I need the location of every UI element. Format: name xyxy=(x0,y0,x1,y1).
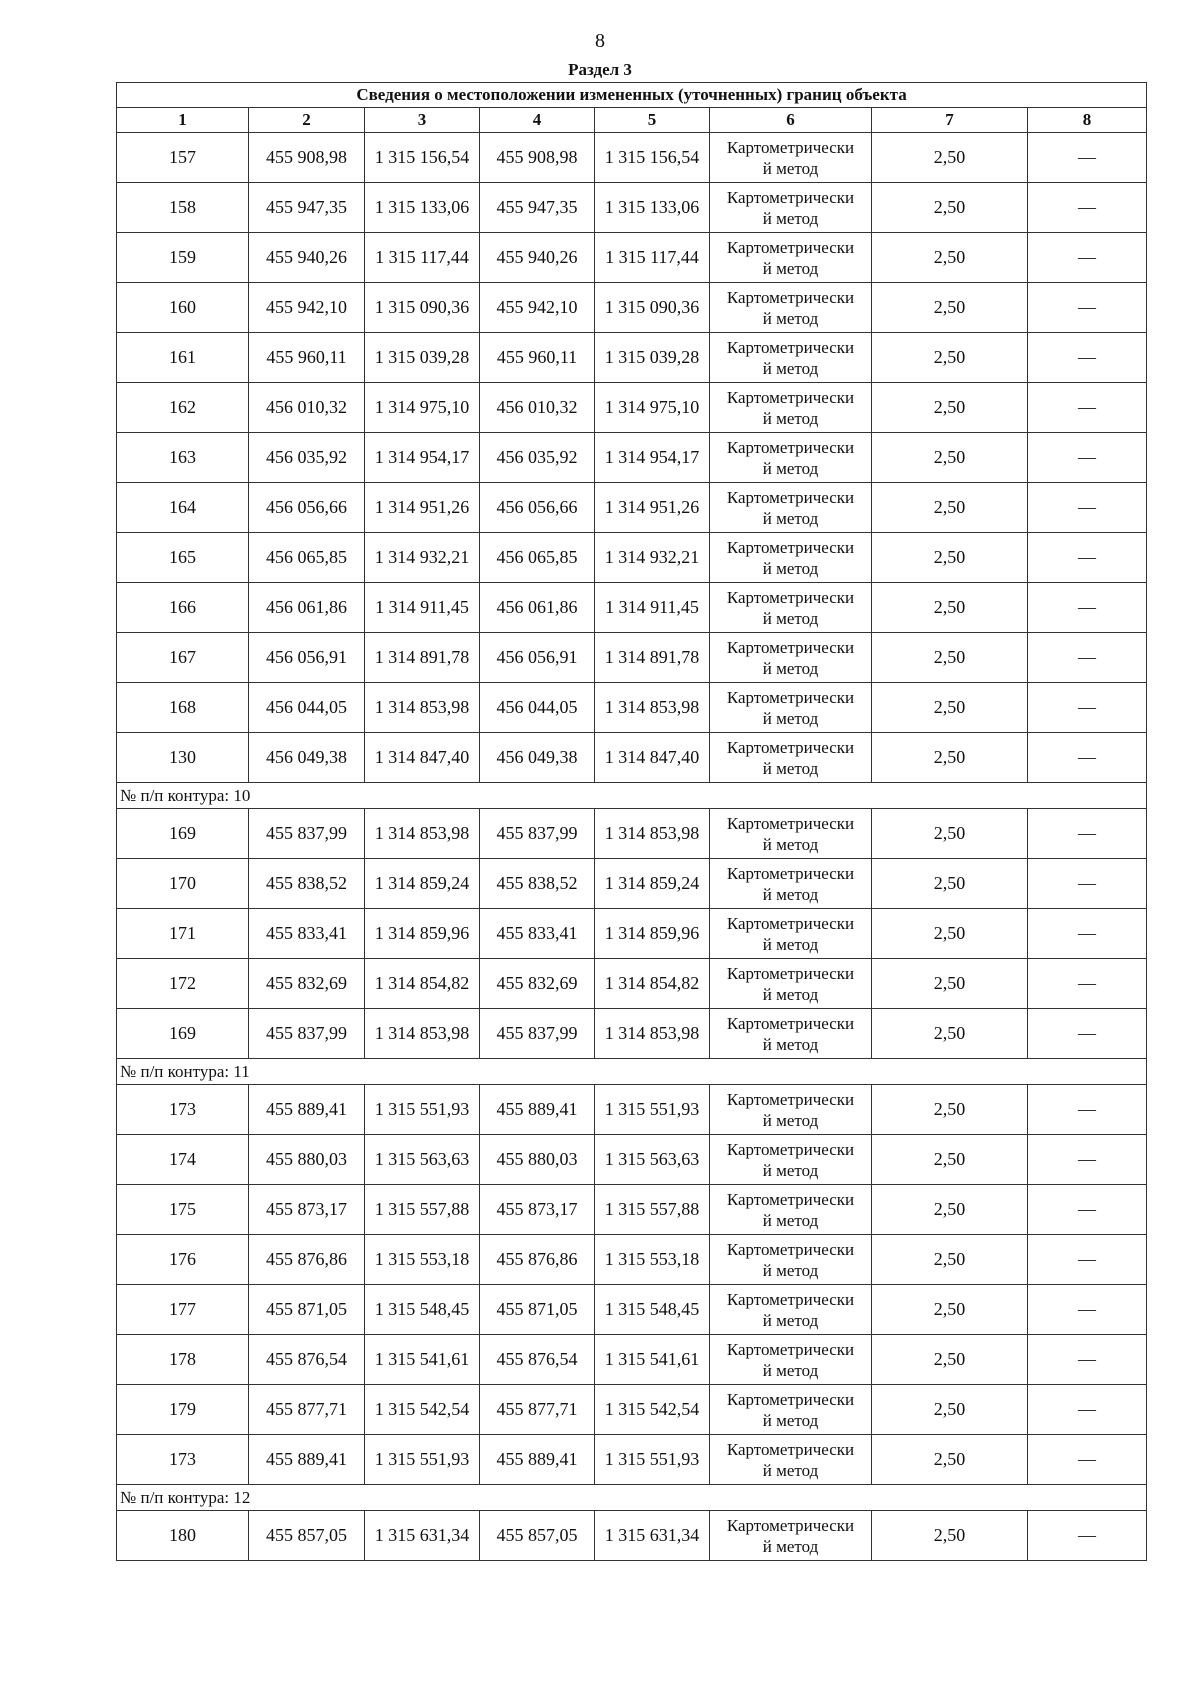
table-cell-col-8: — xyxy=(1028,909,1147,959)
table-cell-col-4: 456 056,91 xyxy=(480,633,595,683)
table-cell-col-4: 456 065,85 xyxy=(480,533,595,583)
table-cell-col-7: 2,50 xyxy=(872,1285,1028,1335)
table-cell-col-3: 1 315 631,34 xyxy=(365,1511,480,1561)
table-cell-col-3: 1 314 954,17 xyxy=(365,433,480,483)
table-cell-col-8: — xyxy=(1028,383,1147,433)
table-cell-col-3: 1 314 911,45 xyxy=(365,583,480,633)
table-cell-col-8: — xyxy=(1028,133,1147,183)
column-number-5: 5 xyxy=(595,108,710,133)
table-cell-col-6: Картометрически й метод xyxy=(710,633,872,683)
contour-label: № п/п контура: 11 xyxy=(117,1059,1147,1085)
table-cell-col-1: 163 xyxy=(117,433,249,483)
table-cell-col-7: 2,50 xyxy=(872,383,1028,433)
table-cell-col-5: 1 315 551,93 xyxy=(595,1085,710,1135)
table-cell-col-8: — xyxy=(1028,1009,1147,1059)
table-row xyxy=(117,433,1147,483)
table-cell-col-1: 172 xyxy=(117,959,249,1009)
table-cell-col-4: 455 908,98 xyxy=(480,133,595,183)
table-cell-col-1: 157 xyxy=(117,133,249,183)
table-cell-col-3: 1 314 853,98 xyxy=(365,809,480,859)
table-cell-col-2: 455 908,98 xyxy=(249,133,365,183)
table-cell-col-8: — xyxy=(1028,233,1147,283)
column-number-row xyxy=(117,108,1147,133)
table-cell-col-1: 180 xyxy=(117,1511,249,1561)
table-cell-col-1: 166 xyxy=(117,583,249,633)
column-number-3: 3 xyxy=(365,108,480,133)
table-cell-col-3: 1 315 039,28 xyxy=(365,333,480,383)
table-cell-col-7: 2,50 xyxy=(872,1385,1028,1435)
table-row xyxy=(117,909,1147,959)
table-cell-col-3: 1 314 932,21 xyxy=(365,533,480,583)
table-cell-col-4: 455 877,71 xyxy=(480,1385,595,1435)
table-cell-col-3: 1 315 541,61 xyxy=(365,1335,480,1385)
table-cell-col-5: 1 314 951,26 xyxy=(595,483,710,533)
table-cell-col-7: 2,50 xyxy=(872,733,1028,783)
table-cell-col-5: 1 315 090,36 xyxy=(595,283,710,333)
table-cell-col-2: 455 876,86 xyxy=(249,1235,365,1285)
table-cell-col-6: Картометрически й метод xyxy=(710,1385,872,1435)
table-cell-col-5: 1 315 557,88 xyxy=(595,1185,710,1235)
table-cell-col-7: 2,50 xyxy=(872,859,1028,909)
table-row xyxy=(117,183,1147,233)
table-cell-col-4: 455 876,54 xyxy=(480,1335,595,1385)
table-cell-col-5: 1 314 854,82 xyxy=(595,959,710,1009)
table-cell-col-8: — xyxy=(1028,483,1147,533)
table-row xyxy=(117,1135,1147,1185)
table-cell-col-6: Картометрически й метод xyxy=(710,959,872,1009)
table-cell-col-8: — xyxy=(1028,333,1147,383)
table-cell-col-7: 2,50 xyxy=(872,1435,1028,1485)
column-number-6: 6 xyxy=(710,108,872,133)
table-cell-col-7: 2,50 xyxy=(872,1235,1028,1285)
table-row xyxy=(117,533,1147,583)
table-cell-col-3: 1 315 551,93 xyxy=(365,1085,480,1135)
table-cell-col-8: — xyxy=(1028,583,1147,633)
table-cell-col-8: — xyxy=(1028,1235,1147,1285)
table-cell-col-4: 455 960,11 xyxy=(480,333,595,383)
table-cell-col-4: 456 061,86 xyxy=(480,583,595,633)
table-cell-col-6: Картометрически й метод xyxy=(710,1135,872,1185)
table-cell-col-1: 167 xyxy=(117,633,249,683)
table-cell-col-5: 1 314 853,98 xyxy=(595,683,710,733)
table-cell-col-6: Картометрически й метод xyxy=(710,909,872,959)
table-cell-col-7: 2,50 xyxy=(872,1135,1028,1185)
table-cell-col-6: Картометрически й метод xyxy=(710,333,872,383)
table-cell-col-7: 2,50 xyxy=(872,1009,1028,1059)
table-cell-col-7: 2,50 xyxy=(872,1085,1028,1135)
table-cell-col-3: 1 314 847,40 xyxy=(365,733,480,783)
table-cell-col-2: 456 065,85 xyxy=(249,533,365,583)
table-cell-col-5: 1 314 853,98 xyxy=(595,809,710,859)
table-row xyxy=(117,1335,1147,1385)
table-cell-col-4: 456 010,32 xyxy=(480,383,595,433)
contour-label: № п/п контура: 10 xyxy=(117,783,1147,809)
table-cell-col-5: 1 315 551,93 xyxy=(595,1435,710,1485)
table-cell-col-7: 2,50 xyxy=(872,909,1028,959)
table-cell-col-4: 455 947,35 xyxy=(480,183,595,233)
table-cell-col-1: 161 xyxy=(117,333,249,383)
table-cell-col-7: 2,50 xyxy=(872,333,1028,383)
table-cell-col-5: 1 315 548,45 xyxy=(595,1285,710,1335)
table-cell-col-6: Картометрически й метод xyxy=(710,383,872,433)
table-cell-col-2: 456 035,92 xyxy=(249,433,365,483)
table-cell-col-2: 455 880,03 xyxy=(249,1135,365,1185)
contour-row xyxy=(117,783,1147,809)
table-cell-col-3: 1 314 859,24 xyxy=(365,859,480,909)
table-cell-col-2: 455 947,35 xyxy=(249,183,365,233)
table-cell-col-4: 456 049,38 xyxy=(480,733,595,783)
table-cell-col-1: 169 xyxy=(117,809,249,859)
table-cell-col-6: Картометрически й метод xyxy=(710,583,872,633)
table-cell-col-2: 455 837,99 xyxy=(249,809,365,859)
table-cell-col-5: 1 315 133,06 xyxy=(595,183,710,233)
table-cell-col-5: 1 314 853,98 xyxy=(595,1009,710,1059)
table-cell-col-5: 1 314 847,40 xyxy=(595,733,710,783)
table-cell-col-8: — xyxy=(1028,1511,1147,1561)
table-cell-col-6: Картометрически й метод xyxy=(710,133,872,183)
table-cell-col-5: 1 314 859,96 xyxy=(595,909,710,959)
table-cell-col-7: 2,50 xyxy=(872,583,1028,633)
table-cell-col-5: 1 314 891,78 xyxy=(595,633,710,683)
table-cell-col-1: 164 xyxy=(117,483,249,533)
table-cell-col-5: 1 315 156,54 xyxy=(595,133,710,183)
table-cell-col-2: 455 940,26 xyxy=(249,233,365,283)
table-cell-col-2: 456 010,32 xyxy=(249,383,365,433)
table-cell-col-3: 1 314 951,26 xyxy=(365,483,480,533)
table-cell-col-3: 1 315 133,06 xyxy=(365,183,480,233)
table-cell-col-1: 159 xyxy=(117,233,249,283)
table-cell-col-2: 455 838,52 xyxy=(249,859,365,909)
table-cell-col-1: 173 xyxy=(117,1085,249,1135)
table-cell-col-6: Картометрически й метод xyxy=(710,233,872,283)
table-cell-col-6: Картометрически й метод xyxy=(710,1085,872,1135)
table-cell-col-1: 177 xyxy=(117,1285,249,1335)
table-cell-col-1: 178 xyxy=(117,1335,249,1385)
table-row xyxy=(117,809,1147,859)
column-number-2: 2 xyxy=(249,108,365,133)
table-cell-col-7: 2,50 xyxy=(872,433,1028,483)
table-cell-col-4: 455 837,99 xyxy=(480,809,595,859)
table-row xyxy=(117,1385,1147,1435)
table-cell-col-5: 1 315 563,63 xyxy=(595,1135,710,1185)
table-row xyxy=(117,1511,1147,1561)
table-row xyxy=(117,383,1147,433)
table-cell-col-3: 1 314 853,98 xyxy=(365,1009,480,1059)
table-cell-col-2: 456 044,05 xyxy=(249,683,365,733)
table-cell-col-5: 1 315 553,18 xyxy=(595,1235,710,1285)
table-cell-col-7: 2,50 xyxy=(872,283,1028,333)
table-cell-col-8: — xyxy=(1028,1185,1147,1235)
table-cell-col-3: 1 315 156,54 xyxy=(365,133,480,183)
table-row xyxy=(117,733,1147,783)
table-cell-col-7: 2,50 xyxy=(872,533,1028,583)
table-cell-col-6: Картометрически й метод xyxy=(710,1009,872,1059)
table-cell-col-8: — xyxy=(1028,1385,1147,1435)
table-row xyxy=(117,233,1147,283)
table-cell-col-2: 455 832,69 xyxy=(249,959,365,1009)
table-cell-col-1: 168 xyxy=(117,683,249,733)
table-row xyxy=(117,1085,1147,1135)
table-cell-col-8: — xyxy=(1028,1285,1147,1335)
table-cell-col-2: 455 871,05 xyxy=(249,1285,365,1335)
section-title: Раздел 3 xyxy=(568,60,632,79)
table-cell-col-6: Картометрически й метод xyxy=(710,859,872,909)
table-row xyxy=(117,483,1147,533)
column-number-8: 8 xyxy=(1028,108,1147,133)
table-row xyxy=(117,333,1147,383)
contour-row xyxy=(117,1485,1147,1511)
table-cell-col-2: 455 833,41 xyxy=(249,909,365,959)
table-cell-col-3: 1 314 853,98 xyxy=(365,683,480,733)
table-row xyxy=(117,1285,1147,1335)
table-row xyxy=(117,1185,1147,1235)
table-cell-col-4: 455 876,86 xyxy=(480,1235,595,1285)
table-cell-col-6: Картометрически й метод xyxy=(710,733,872,783)
table-cell-col-8: — xyxy=(1028,283,1147,333)
column-number-4: 4 xyxy=(480,108,595,133)
table-cell-col-7: 2,50 xyxy=(872,183,1028,233)
table-cell-col-6: Картометрически й метод xyxy=(710,1335,872,1385)
table-cell-col-2: 456 056,91 xyxy=(249,633,365,683)
table-cell-col-6: Картометрически й метод xyxy=(710,1235,872,1285)
table-cell-col-3: 1 314 975,10 xyxy=(365,383,480,433)
table-cell-col-8: — xyxy=(1028,1135,1147,1185)
column-number-1: 1 xyxy=(117,108,249,133)
table-cell-col-5: 1 314 859,24 xyxy=(595,859,710,909)
table-cell-col-3: 1 315 557,88 xyxy=(365,1185,480,1235)
table-cell-col-4: 455 857,05 xyxy=(480,1511,595,1561)
table-row xyxy=(117,1009,1147,1059)
table-cell-col-6: Картометрически й метод xyxy=(710,483,872,533)
table-cell-col-4: 456 035,92 xyxy=(480,433,595,483)
page-number: 8 xyxy=(595,30,605,52)
table-cell-col-7: 2,50 xyxy=(872,683,1028,733)
table-cell-col-5: 1 314 911,45 xyxy=(595,583,710,633)
table-cell-col-3: 1 314 854,82 xyxy=(365,959,480,1009)
table-cell-col-1: 174 xyxy=(117,1135,249,1185)
table-cell-col-6: Картометрически й метод xyxy=(710,283,872,333)
table-cell-col-8: — xyxy=(1028,859,1147,909)
table-cell-col-1: 158 xyxy=(117,183,249,233)
table-cell-col-5: 1 315 541,61 xyxy=(595,1335,710,1385)
table-row xyxy=(117,859,1147,909)
table-body xyxy=(117,133,1147,1561)
table-cell-col-6: Картометрически й метод xyxy=(710,183,872,233)
table-cell-col-1: 169 xyxy=(117,1009,249,1059)
table-cell-col-4: 455 871,05 xyxy=(480,1285,595,1335)
table-cell-col-1: 179 xyxy=(117,1385,249,1435)
table-cell-col-7: 2,50 xyxy=(872,483,1028,533)
table-cell-col-3: 1 315 551,93 xyxy=(365,1435,480,1485)
table-cell-col-3: 1 315 090,36 xyxy=(365,283,480,333)
table-cell-col-2: 455 889,41 xyxy=(249,1435,365,1485)
table-cell-col-5: 1 314 975,10 xyxy=(595,383,710,433)
table-cell-col-4: 455 942,10 xyxy=(480,283,595,333)
table-cell-col-7: 2,50 xyxy=(872,959,1028,1009)
table-cell-col-7: 2,50 xyxy=(872,809,1028,859)
table-cell-col-3: 1 315 117,44 xyxy=(365,233,480,283)
table-row xyxy=(117,959,1147,1009)
table-cell-col-1: 170 xyxy=(117,859,249,909)
table-cell-col-1: 130 xyxy=(117,733,249,783)
table-cell-col-7: 2,50 xyxy=(872,1511,1028,1561)
table-cell-col-8: — xyxy=(1028,809,1147,859)
table-cell-col-4: 456 044,05 xyxy=(480,683,595,733)
table-cell-col-6: Картометрически й метод xyxy=(710,533,872,583)
table-cell-col-1: 160 xyxy=(117,283,249,333)
contour-row xyxy=(117,1059,1147,1085)
table-cell-col-1: 171 xyxy=(117,909,249,959)
table-cell-col-3: 1 314 859,96 xyxy=(365,909,480,959)
column-number-7: 7 xyxy=(872,108,1028,133)
table-cell-col-6: Картометрически й метод xyxy=(710,809,872,859)
table-cell-col-3: 1 315 553,18 xyxy=(365,1235,480,1285)
table-cell-col-8: — xyxy=(1028,1435,1147,1485)
table-cell-col-4: 455 837,99 xyxy=(480,1009,595,1059)
table-cell-col-2: 456 061,86 xyxy=(249,583,365,633)
table-cell-col-4: 455 833,41 xyxy=(480,909,595,959)
table-cell-col-8: — xyxy=(1028,683,1147,733)
table-cell-col-2: 455 857,05 xyxy=(249,1511,365,1561)
table-cell-col-2: 455 873,17 xyxy=(249,1185,365,1235)
table-row xyxy=(117,1435,1147,1485)
table-cell-col-3: 1 314 891,78 xyxy=(365,633,480,683)
table-cell-col-3: 1 315 563,63 xyxy=(365,1135,480,1185)
table-cell-col-2: 456 049,38 xyxy=(249,733,365,783)
table-cell-col-7: 2,50 xyxy=(872,1185,1028,1235)
table-cell-col-2: 455 960,11 xyxy=(249,333,365,383)
table-row xyxy=(117,1235,1147,1285)
table-cell-col-1: 173 xyxy=(117,1435,249,1485)
table-cell-col-1: 162 xyxy=(117,383,249,433)
table-cell-col-5: 1 314 954,17 xyxy=(595,433,710,483)
table-cell-col-5: 1 315 117,44 xyxy=(595,233,710,283)
table-cell-col-5: 1 315 542,54 xyxy=(595,1385,710,1435)
table-cell-col-3: 1 315 542,54 xyxy=(365,1385,480,1435)
table-cell-col-5: 1 315 631,34 xyxy=(595,1511,710,1561)
table-cell-col-4: 455 873,17 xyxy=(480,1185,595,1235)
table-cell-col-5: 1 314 932,21 xyxy=(595,533,710,583)
table-cell-col-2: 455 837,99 xyxy=(249,1009,365,1059)
table-cell-col-6: Картометрически й метод xyxy=(710,1511,872,1561)
table-row xyxy=(117,633,1147,683)
table-cell-col-8: — xyxy=(1028,1335,1147,1385)
table-cell-col-8: — xyxy=(1028,1085,1147,1135)
table-cell-col-2: 456 056,66 xyxy=(249,483,365,533)
table-cell-col-1: 165 xyxy=(117,533,249,583)
table-cell-col-6: Картометрически й метод xyxy=(710,1285,872,1335)
table-cell-col-7: 2,50 xyxy=(872,1335,1028,1385)
table-cell-col-4: 455 832,69 xyxy=(480,959,595,1009)
table-cell-col-8: — xyxy=(1028,183,1147,233)
table-cell-col-4: 455 880,03 xyxy=(480,1135,595,1185)
table-cell-col-7: 2,50 xyxy=(872,133,1028,183)
table-cell-col-6: Картометрически й метод xyxy=(710,433,872,483)
table-cell-col-2: 455 942,10 xyxy=(249,283,365,333)
table-cell-col-6: Картометрически й метод xyxy=(710,683,872,733)
table-cell-col-8: — xyxy=(1028,633,1147,683)
table-cell-col-1: 175 xyxy=(117,1185,249,1235)
table-cell-col-1: 176 xyxy=(117,1235,249,1285)
table-cell-col-8: — xyxy=(1028,533,1147,583)
table-caption: Сведения о местоположении измененных (уточненных) границ объекта xyxy=(117,83,1147,108)
table-cell-col-4: 455 838,52 xyxy=(480,859,595,909)
table-cell-col-4: 455 889,41 xyxy=(480,1085,595,1135)
table-row xyxy=(117,583,1147,633)
coordinates-table xyxy=(116,82,1147,1561)
table-row xyxy=(117,683,1147,733)
contour-label: № п/п контура: 12 xyxy=(117,1485,1147,1511)
table-row xyxy=(117,133,1147,183)
table-cell-col-5: 1 315 039,28 xyxy=(595,333,710,383)
table-cell-col-6: Картометрически й метод xyxy=(710,1435,872,1485)
table-cell-col-7: 2,50 xyxy=(872,233,1028,283)
table-cell-col-4: 456 056,66 xyxy=(480,483,595,533)
table-cell-col-3: 1 315 548,45 xyxy=(365,1285,480,1335)
table-cell-col-7: 2,50 xyxy=(872,633,1028,683)
table-cell-col-8: — xyxy=(1028,433,1147,483)
table-cell-col-2: 455 876,54 xyxy=(249,1335,365,1385)
table-cell-col-6: Картометрически й метод xyxy=(710,1185,872,1235)
table-row xyxy=(117,283,1147,333)
table-cell-col-8: — xyxy=(1028,959,1147,1009)
table-cell-col-2: 455 889,41 xyxy=(249,1085,365,1135)
table-cell-col-2: 455 877,71 xyxy=(249,1385,365,1435)
table-cell-col-4: 455 889,41 xyxy=(480,1435,595,1485)
table-cell-col-8: — xyxy=(1028,733,1147,783)
table-cell-col-4: 455 940,26 xyxy=(480,233,595,283)
